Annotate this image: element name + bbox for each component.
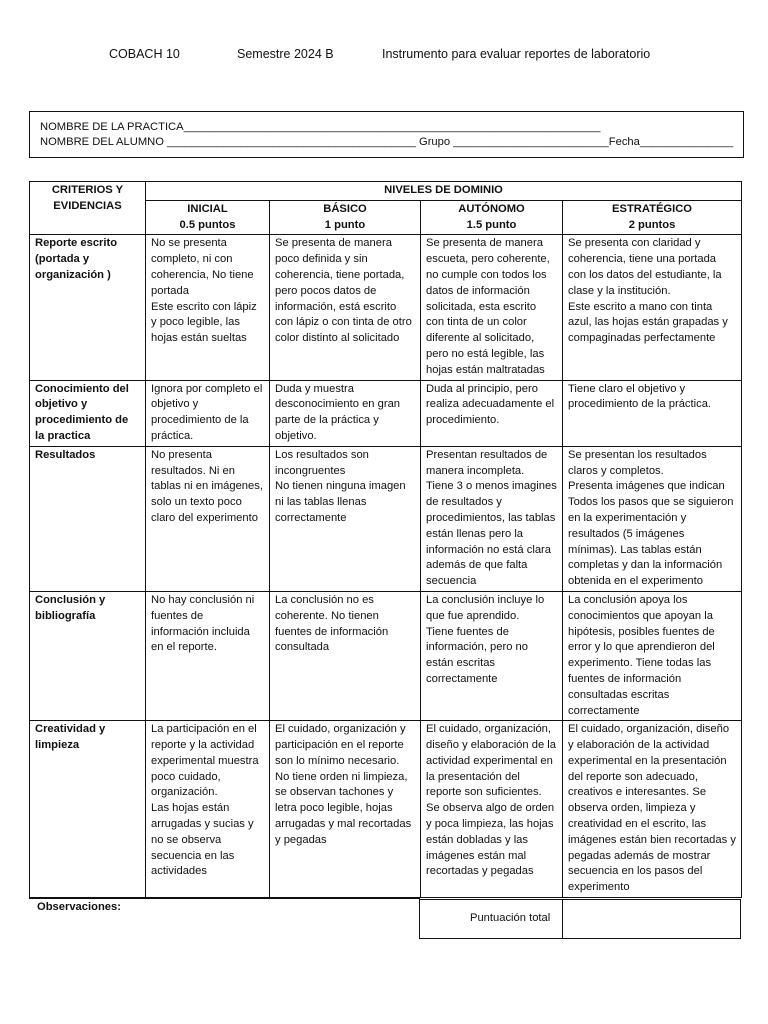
total-score-box [419, 899, 741, 939]
instrument-title: Instrumento para evaluar reportes de laboratorio [382, 47, 651, 61]
table-row [30, 235, 742, 380]
criterion-cell: Creatividad y limpieza [30, 721, 146, 898]
rubric-cell: El cuidado, organización y participación en el reporte son lo mínimo necesario. No tiene orden ni limpieza, se observan tachones y letra poco legible, hojas arrugadas y mal recortadas y pegadas [270, 721, 421, 898]
rubric-cell: No hay conclusión ni fuentes de información incluida en el reporte. [146, 591, 270, 720]
semester-label: Semestre 2024 B [237, 47, 334, 61]
total-score-label: Puntuación total [470, 912, 551, 924]
rubric-cell: Se presenta con claridad y coherencia, tiene una portada con los datos del estudiante, la clase y la institución. Este escrito a mano con tinta azul, las hojas están grapadas y compaginadas perfectamente [563, 235, 742, 380]
student-info-box [29, 111, 744, 158]
rubric-cell: Duda y muestra desconocimiento en gran parte de la práctica y objetivo. [270, 380, 421, 446]
footer-divider [29, 898, 420, 899]
table-row [30, 591, 742, 720]
table-row [30, 380, 742, 446]
table-row [30, 721, 742, 898]
rubric-cell: Se presentan los resultados claros y completos. Presenta imágenes que indican Todos los pasos que se siguieron en la experimentación y resultados (5 imágenes mínimas). Las tablas están completas y dan la información obtenida en el experimento [563, 446, 742, 591]
rubric-cell: La conclusión no es coherente. No tienen fuentes de información consultada [270, 591, 421, 720]
level-estrategico: ESTRATÉGICO 2 puntos [563, 200, 742, 235]
levels-header: NIVELES DE DOMINIO [146, 182, 742, 201]
rubric-cell: El cuidado, organización, diseño y elaboración de la actividad experimental en la presentación del reporte son adecuado, creativos e interesantes. Se observa orden, limpieza y creatividad en el escrito, las imágenes están bien recortadas y pegadas además de mostrar secuencia en los pasos del experimento [563, 721, 742, 898]
level-inicial: INICIAL 0.5 puntos [146, 200, 270, 235]
level-autonomo: AUTÓNOMO 1.5 punto [421, 200, 563, 235]
level-basico: BÁSICO 1 punto [270, 200, 421, 235]
criteria-header: CRITERIOS Y EVIDENCIAS [30, 182, 146, 235]
practice-name-line: NOMBRE DE LA PRACTICA___________________________________________________________________ [40, 121, 601, 133]
rubric-cell: Los resultados son incongruentes No tienen ninguna imagen ni las tablas llenas correctamente [270, 446, 421, 591]
student-name-line: NOMBRE DEL ALUMNO ________________________________________ Grupo _________________________Fecha_______________ [40, 136, 734, 148]
rubric-cell: Duda al principio, pero realiza adecuadamente el procedimiento. [421, 380, 563, 446]
criterion-cell: Reporte escrito (portada y organización ) [30, 235, 146, 380]
rubric-cell: La conclusión incluye lo que fue aprendido. Tiene fuentes de información, pero no están escritas correctamente [421, 591, 563, 720]
criterion-cell: Resultados [30, 446, 146, 591]
criterion-cell: Conclusión y bibliografía [30, 591, 146, 720]
rubric-cell: Presentan resultados de manera incompleta. Tiene 3 o menos imagines de resultados y procedimientos, las tablas están llenas pero la información no está clara además de que falta secuencia [421, 446, 563, 591]
rubric-cell: Se presenta de manera poco definida y sin coherencia, tiene portada, pero pocos datos de información, está escrito con lápiz o con tinta de otro color distinto al solicitado [270, 235, 421, 380]
rubric-cell: Se presenta de manera escueta, pero coherente, no cumple con todos los datos de información solicitada, esta escrito con tinta de un color diferente al solicitado, pero no está legible, las hojas están maltratadas [421, 235, 563, 380]
rubric-cell: No se presenta completo, ni con coherencia, No tiene portada Este escrito con lápiz y poco legible, las hojas están sueltas [146, 235, 270, 380]
document-header [0, 47, 768, 63]
rubric-cell: No presenta resultados. Ni en tablas ni en imágenes, solo un texto poco claro del experimento [146, 446, 270, 591]
rubric-cell: Ignora por completo el objetivo y procedimiento de la práctica. [146, 380, 270, 446]
table-row [30, 446, 742, 591]
rubric-cell: Tiene claro el objetivo y procedimiento de la práctica. [563, 380, 742, 446]
rubric-cell: La participación en el reporte y la actividad experimental muestra poco cuidado, organización. Las hojas están arrugadas y sucias y no se observa secuencia en las actividades [146, 721, 270, 898]
rubric-cell: El cuidado, organización, diseño y elaboración de la actividad experimental en la presentación del reporte son suficientes. Se observa algo de orden y poca limpieza, las hojas están dobladas y las imágenes están mal recortadas y pegadas [421, 721, 563, 898]
observations-label: Observaciones: [37, 901, 121, 913]
rubric-table [29, 181, 742, 898]
rubric-cell: La conclusión apoya los conocimientos que apoyan la hipótesis, posibles fuentes de error y lo que aprendieron del experimento. Tiene todas las fuentes de información consultadas escritas correctamente [563, 591, 742, 720]
criterion-cell: Conocimiento del objetivo y procedimiento de la practica [30, 380, 146, 446]
school-name: COBACH 10 [109, 47, 180, 61]
total-score-divider [562, 900, 563, 938]
